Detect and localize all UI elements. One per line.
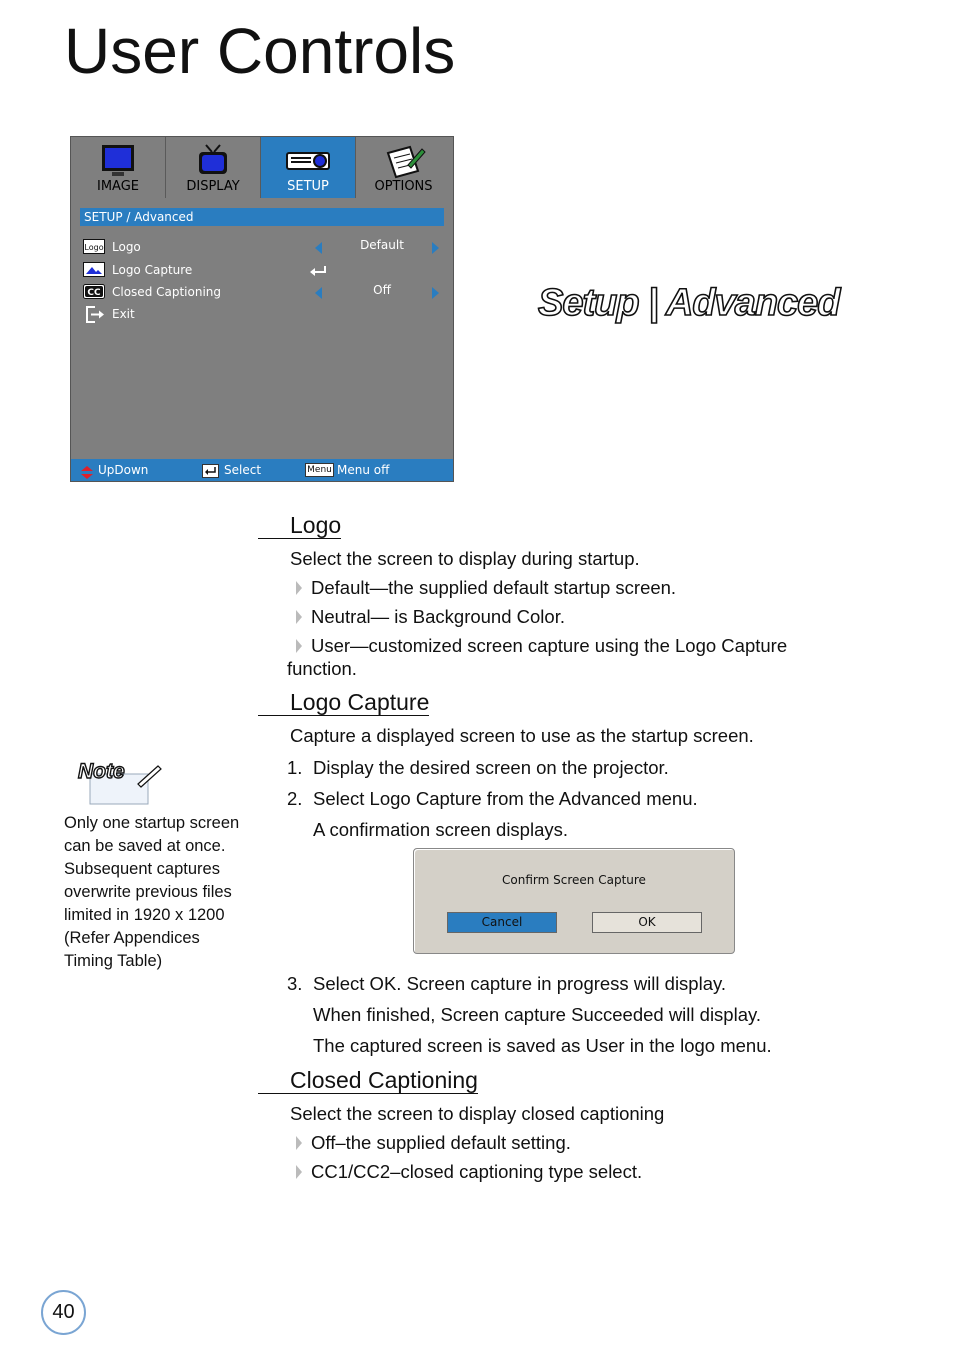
left-arrow-icon[interactable] bbox=[315, 242, 322, 254]
closed-captioning-intro: Select the screen to display closed captioning bbox=[290, 1103, 665, 1124]
tab-options[interactable] bbox=[356, 137, 451, 198]
tab-display[interactable] bbox=[166, 137, 261, 198]
bullet-arrow-icon bbox=[296, 639, 302, 653]
step-text: The captured screen is saved as User in the logo menu. bbox=[313, 1035, 772, 1056]
right-arrow-icon[interactable] bbox=[432, 287, 439, 299]
step-text: Display the desired screen on the projector. bbox=[313, 757, 669, 778]
confirm-dialog bbox=[413, 848, 735, 954]
tab-label: OPTIONS bbox=[374, 179, 433, 194]
bullet-arrow-icon bbox=[296, 1165, 302, 1179]
osd-row-value: Off bbox=[373, 283, 391, 297]
cc-icon bbox=[83, 284, 105, 299]
note-badge bbox=[76, 760, 162, 806]
logo-intro: Select the screen to display during startup. bbox=[290, 548, 640, 569]
dialog-title: Confirm Screen Capture bbox=[502, 873, 646, 887]
tab-label: SETUP bbox=[287, 179, 329, 194]
logo-heading bbox=[258, 512, 341, 539]
logo-capture-heading bbox=[258, 689, 429, 716]
closed-captioning-heading bbox=[258, 1067, 478, 1094]
tab-setup[interactable] bbox=[261, 137, 356, 198]
osd-row-label: Logo Capture bbox=[112, 263, 193, 277]
section-heading: Setup | Advanced bbox=[538, 282, 840, 324]
note-label: Note bbox=[78, 760, 125, 783]
updown-arrow-icon bbox=[80, 464, 94, 486]
cc-icon-text: CC bbox=[87, 288, 101, 298]
osd-row-label: Exit bbox=[112, 307, 135, 321]
step-item: 1. bbox=[287, 757, 303, 778]
list-item: User—customized screen capture using the Logo Capture bbox=[296, 635, 787, 657]
tab-label: DISPLAY bbox=[186, 179, 240, 194]
footer-updown: UpDown bbox=[98, 463, 149, 477]
osd-menu bbox=[70, 136, 454, 482]
bullet-arrow-icon bbox=[296, 610, 302, 624]
osd-breadcrumb: SETUP / Advanced bbox=[80, 208, 444, 226]
projector-icon bbox=[283, 143, 333, 179]
ok-button[interactable]: OK bbox=[592, 912, 702, 933]
cancel-button[interactable]: Cancel bbox=[447, 912, 557, 933]
step-item: 2. bbox=[287, 788, 303, 809]
footer-select: Select bbox=[224, 463, 262, 477]
bullet-arrow-icon bbox=[296, 581, 302, 595]
list-item-continuation: function. bbox=[287, 658, 357, 679]
osd-footer bbox=[71, 459, 453, 481]
osd-row-exit[interactable] bbox=[83, 304, 443, 324]
footer-menu-off: Menu off bbox=[337, 463, 390, 477]
logo-icon-text: Logo bbox=[84, 243, 104, 252]
osd-row-value: Default bbox=[360, 238, 404, 252]
logo-capture-heading-text: Logo Capture bbox=[290, 689, 430, 715]
step-text: Select OK. Screen capture in progress will display. bbox=[313, 973, 727, 994]
logo-capture-intro: Capture a displayed screen to use as the startup screen. bbox=[290, 725, 754, 746]
notepad-pencil-icon bbox=[382, 143, 426, 179]
logo-icon bbox=[83, 239, 105, 254]
right-arrow-icon[interactable] bbox=[432, 242, 439, 254]
page-number: 40 bbox=[41, 1290, 86, 1335]
tab-label: IMAGE bbox=[96, 179, 139, 194]
osd-row-closed-captioning[interactable] bbox=[83, 282, 443, 302]
closed-captioning-heading-text: Closed Captioning bbox=[290, 1067, 478, 1093]
osd-row-logo[interactable] bbox=[83, 237, 443, 257]
page-title: User Controls bbox=[64, 15, 456, 87]
step-text: When finished, Screen capture Succeeded will display. bbox=[313, 1004, 762, 1025]
monitor-icon bbox=[98, 143, 138, 179]
list-item: Default—the supplied default startup screen. bbox=[296, 577, 676, 599]
tab-image[interactable] bbox=[71, 137, 166, 198]
note-text: Only one startup screen can be saved at once. Subsequent captures overwrite previous files limited in 1920 x 1200 (Refer Appendices Timing Table) bbox=[64, 814, 240, 970]
list-item: Neutral— is Background Color. bbox=[296, 606, 565, 628]
list-item: Off–the supplied default setting. bbox=[296, 1132, 571, 1154]
step-text: Select Logo Capture from the Advanced menu. bbox=[313, 788, 698, 809]
tv-icon bbox=[193, 143, 233, 179]
list-item: CC1/CC2–closed captioning type select. bbox=[296, 1161, 642, 1183]
menu-key-icon: Menu bbox=[305, 463, 334, 477]
logo-heading-text: Logo bbox=[290, 512, 342, 538]
step-item: 3. bbox=[287, 973, 303, 994]
bullet-arrow-icon bbox=[296, 1136, 302, 1150]
enter-key-icon bbox=[202, 463, 219, 485]
exit-icon bbox=[83, 306, 105, 321]
osd-row-label: Closed Captioning bbox=[112, 285, 222, 299]
step-text: A confirmation screen displays. bbox=[313, 819, 569, 840]
osd-row-label: Logo bbox=[112, 240, 141, 254]
logo-capture-icon bbox=[83, 262, 105, 277]
left-arrow-icon[interactable] bbox=[315, 287, 322, 299]
enter-icon bbox=[309, 263, 327, 283]
osd-row-logo-capture[interactable] bbox=[83, 260, 443, 280]
